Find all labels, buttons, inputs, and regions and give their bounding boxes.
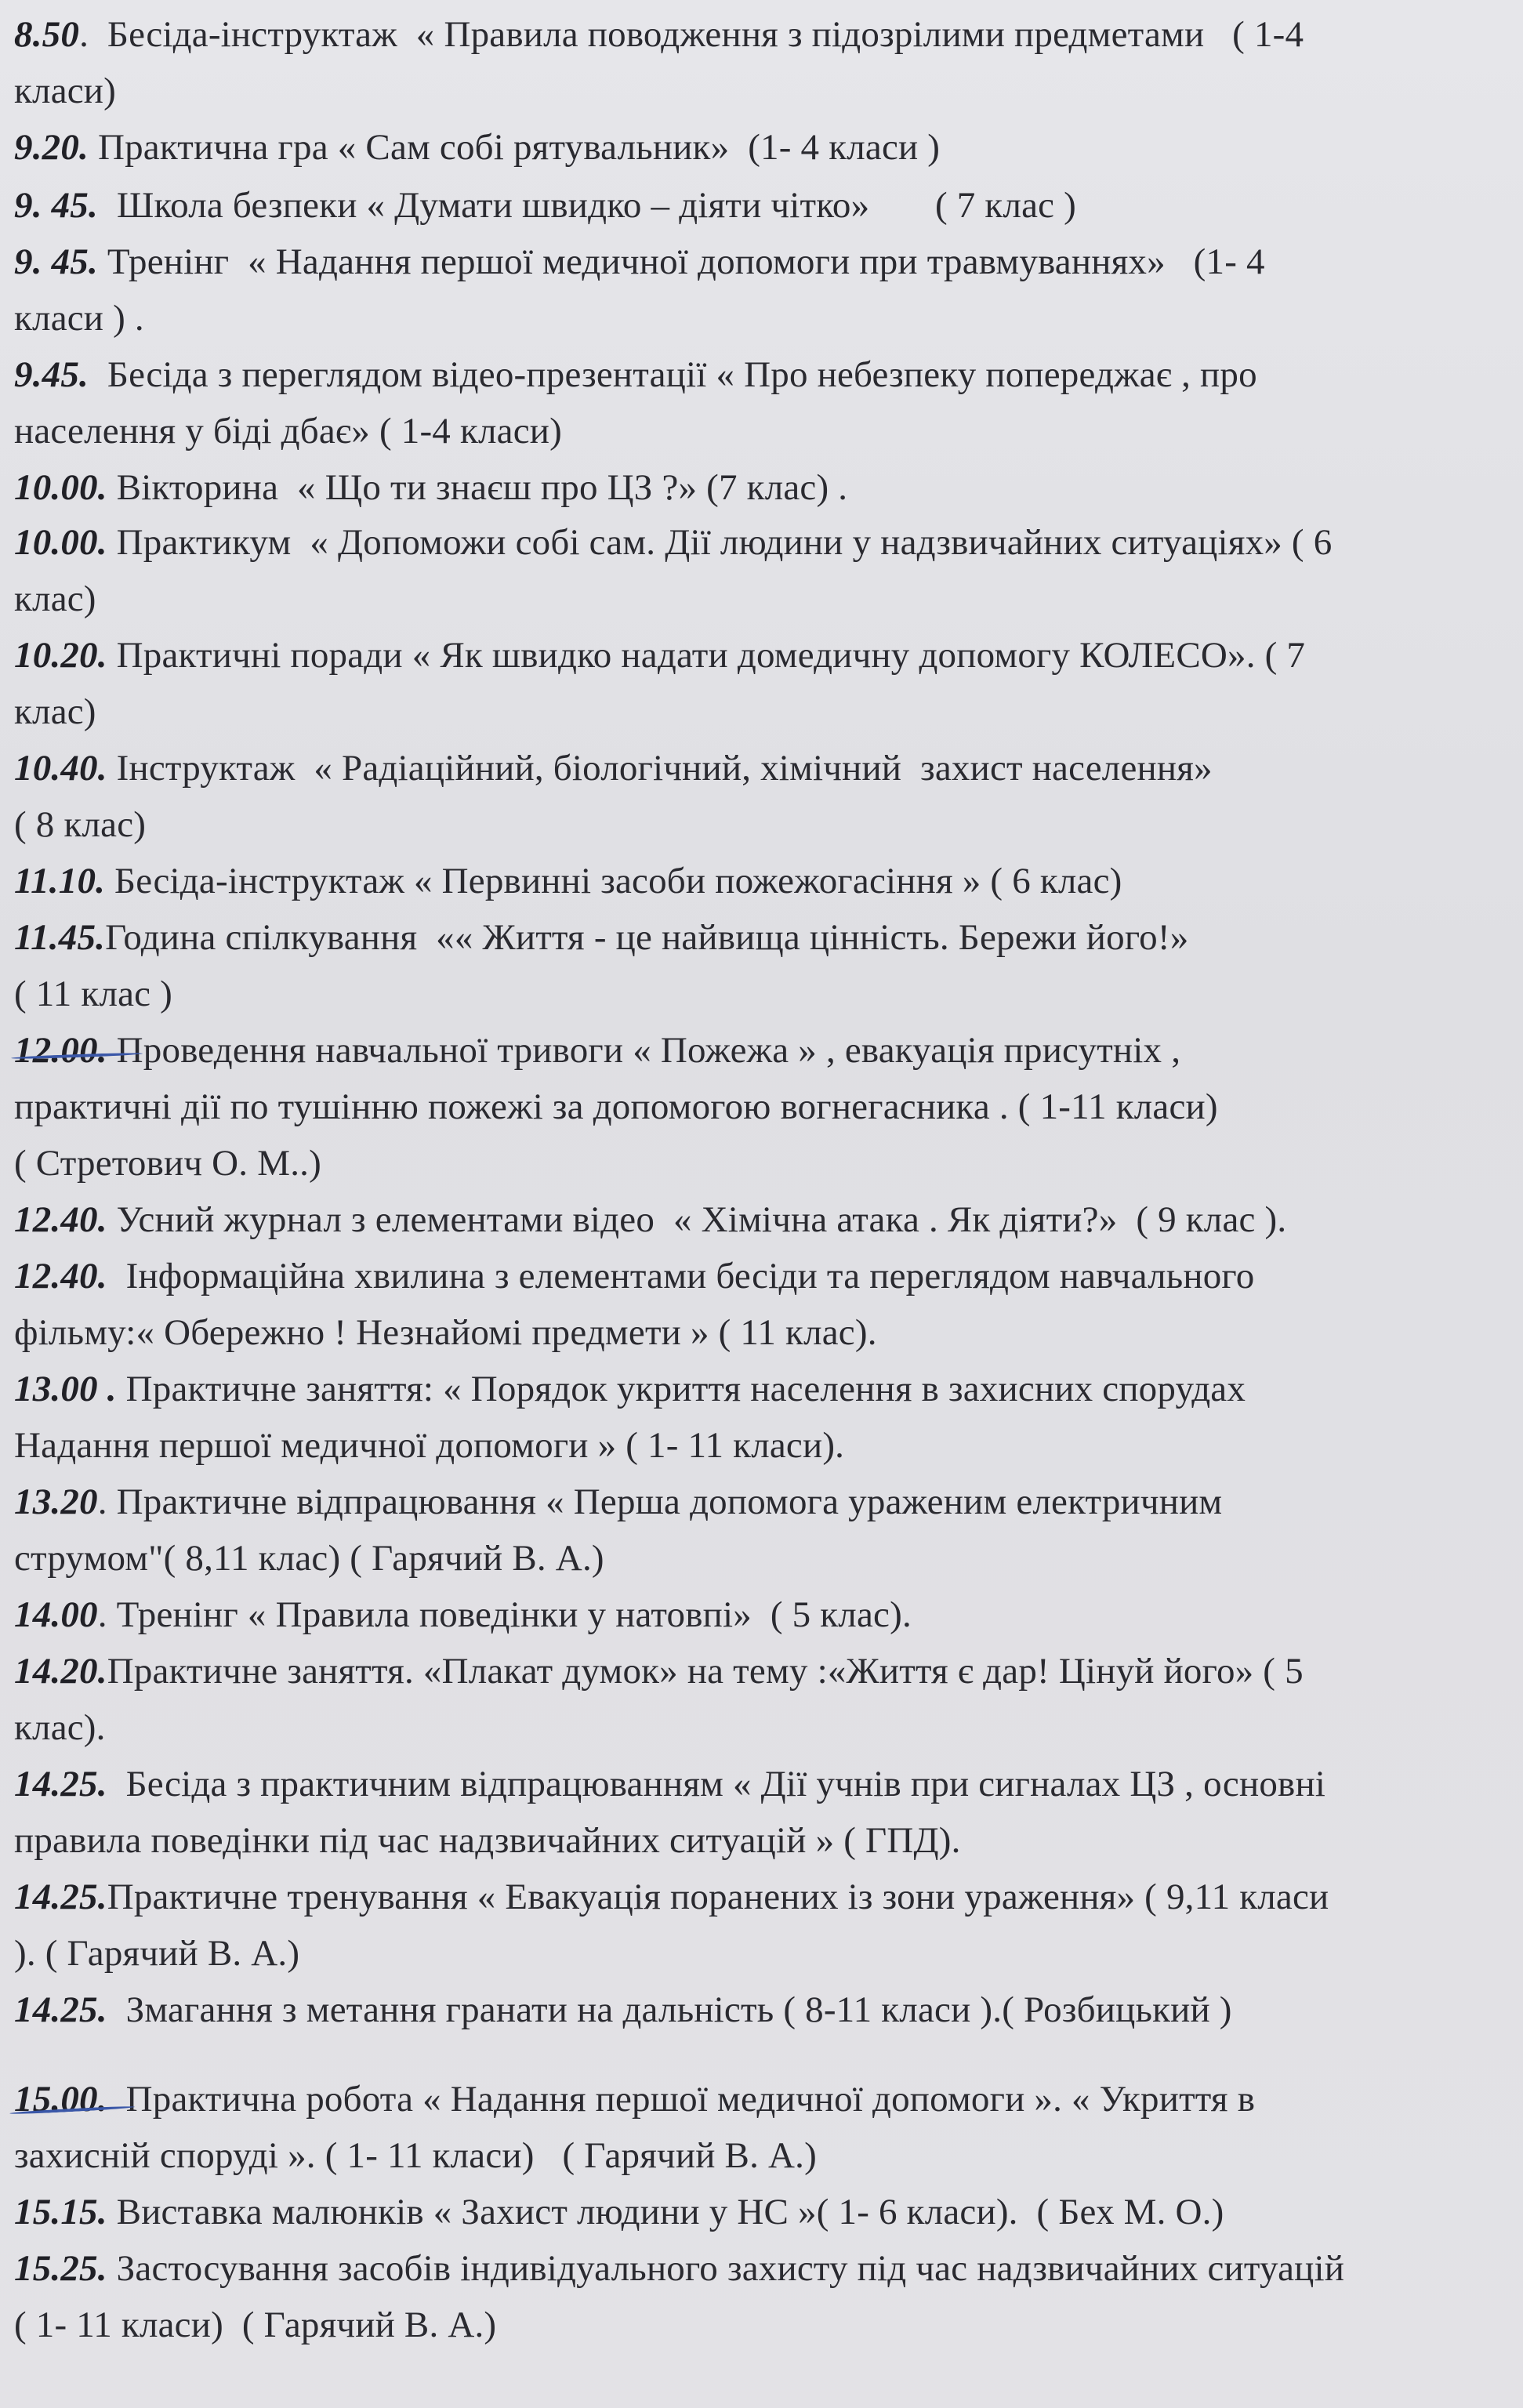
schedule-entry — [14, 627, 1523, 740]
entry-line — [14, 1191, 1523, 1248]
entry-line — [14, 1417, 1523, 1474]
entry-line — [14, 177, 1523, 234]
entry-text: ( 11 клас ) — [14, 974, 173, 1014]
entry-line — [14, 403, 1523, 459]
entry-text: правила поведінки під час надзвичайних ситуацій » ( ГПД). — [14, 1820, 961, 1861]
entry-line — [14, 1079, 1523, 1135]
entry-line — [14, 1135, 1523, 1191]
entry-text: Практикум « Допоможи собі сам. Дії людини у надзвичайних ситуаціях» ( 6 — [107, 522, 1333, 563]
entry-time: 9.45. — [14, 354, 89, 395]
entry-text: Практична робота « Надання першої медичної допомоги ». « Укриття в — [107, 2079, 1256, 2120]
schedule-entry — [14, 514, 1523, 627]
schedule-entry — [14, 177, 1523, 234]
entry-time-separator: . — [97, 1481, 107, 1522]
schedule-entry — [14, 234, 1523, 346]
entry-line — [14, 1587, 1523, 1643]
entry-text: ( Стретович О. М..) — [14, 1143, 321, 1184]
entry-text: Школа безпеки « Думати швидко – діяти чітко» ( 7 клас ) — [97, 185, 1077, 226]
entry-time: 8.50 — [14, 14, 80, 55]
entry-line — [14, 1304, 1523, 1361]
entry-line — [14, 1756, 1523, 1812]
entry-text: захисній споруді ». ( 1- 11 класи) ( Гарячий В. А.) — [14, 2135, 817, 2176]
entry-text: клас). — [14, 1707, 106, 1748]
entry-text: класи ) . — [14, 298, 144, 339]
entry-text: Практичне відпрацювання « Перша допомога ураженим електричним — [107, 1481, 1223, 1522]
entry-time: 12.00. — [14, 1030, 107, 1071]
entry-text: Інструктаж « Радіаційний, біологічний, хімічний захист населення» — [107, 748, 1213, 789]
schedule-entry — [14, 1248, 1523, 1361]
entry-text: Тренінг « Правила поведінки у натовпі» ( 5 клас). — [107, 1594, 912, 1635]
entry-time: 13.00 . — [14, 1369, 117, 1409]
schedule-entry — [14, 853, 1523, 909]
entry-text: Усний журнал з елементами відео « Хімічна атака . Як діяти?» ( 9 клас ). — [107, 1199, 1287, 1240]
schedule-entry — [14, 1643, 1523, 1756]
entry-line — [14, 684, 1523, 740]
entry-text: Практичні поради « Як швидко надати домедичну допомогу КОЛЕСО». ( 7 — [107, 635, 1306, 676]
entry-time: 12.40. — [14, 1256, 107, 1296]
entry-line — [14, 853, 1523, 909]
schedule-entry — [14, 1361, 1523, 1474]
entry-text: Практичне заняття: « Порядок укриття населення в захисних спорудах — [116, 1369, 1246, 1409]
entry-text: Бесіда-інструктаж « Первинні засоби пожежогасіння » ( 6 клас) — [105, 861, 1122, 901]
schedule-entry — [14, 119, 1523, 176]
entry-text: Інформаційна хвилина з елементами бесіди та переглядом навчального — [107, 1256, 1255, 1296]
entry-line — [14, 119, 1523, 176]
entry-line — [14, 6, 1523, 63]
entry-line — [14, 2297, 1523, 2353]
schedule-entry — [14, 459, 1523, 516]
schedule-entry — [14, 1587, 1523, 1643]
entry-line — [14, 1022, 1523, 1079]
schedule-entry — [14, 2240, 1523, 2353]
entry-text: Змагання з метання гранати на дальність ( 8-11 класи ).( Розбицький ) — [107, 1989, 1232, 2030]
entry-text: ( 8 клас) — [14, 804, 147, 845]
entry-line — [14, 2184, 1523, 2240]
schedule-entry — [14, 1982, 1523, 2038]
entry-text: клас) — [14, 578, 96, 619]
entry-text: Виставка малюнків « Захист людини у НС »( 1- 6 класи). ( Бех М. О.) — [107, 2192, 1224, 2232]
entry-line — [14, 514, 1523, 571]
entry-line — [14, 627, 1523, 684]
schedule-entry — [14, 2071, 1523, 2184]
entry-line — [14, 796, 1523, 853]
entry-line — [14, 1869, 1523, 1925]
entry-time: 9. 45. — [14, 185, 98, 226]
entry-time: 10.00. — [14, 467, 107, 508]
entry-line — [14, 966, 1523, 1022]
entry-time: 14.25. — [14, 1989, 107, 2030]
entry-time-separator: . — [97, 1594, 107, 1635]
entry-time: 15.25. — [14, 2248, 107, 2289]
entry-time: 10.20. — [14, 635, 107, 676]
entry-text: населення у біді дбає» ( 1-4 класи) — [14, 411, 562, 452]
schedule-entry — [14, 1022, 1523, 1191]
entry-line — [14, 909, 1523, 966]
entry-time: 14.25. — [14, 1877, 107, 1917]
entry-line — [14, 459, 1523, 516]
entry-text: клас) — [14, 691, 96, 732]
entry-time: 10.40. — [14, 748, 107, 789]
entry-text: практичні дії по тушінню пожежі за допомогою вогнегасника . ( 1-11 класи) — [14, 1086, 1218, 1127]
entry-time: 11.10. — [14, 861, 106, 901]
schedule-entry — [14, 1869, 1523, 1982]
entry-line — [14, 740, 1523, 796]
schedule-entry — [14, 346, 1523, 459]
entry-text: ( 1- 11 класи) ( Гарячий В. А.) — [14, 2305, 497, 2345]
entry-line — [14, 1248, 1523, 1304]
entry-line — [14, 571, 1523, 627]
entry-text: Практичне тренування « Евакуація поранених із зони ураження» ( 9,11 класи — [107, 1877, 1329, 1917]
entry-line — [14, 2071, 1523, 2127]
entry-text: Вікторина « Що ти знаєш про ЦЗ ?» (7 клас) . — [107, 467, 848, 508]
entry-text: Практична гра « Сам собі рятувальник» (1- 4 класи ) — [89, 127, 941, 168]
entry-time: 15.15. — [14, 2192, 107, 2232]
entry-time: 13.20 — [14, 1481, 98, 1522]
entry-text: Проведення навчальної тривоги « Пожежа » , евакуація присутніх , — [107, 1030, 1181, 1071]
entry-text: фільму:« Обережно ! Незнайомі предмети » ( 11 клас). — [14, 1312, 877, 1353]
schedule-entry — [14, 6, 1523, 119]
schedule-entry — [14, 909, 1523, 1022]
schedule-entry — [14, 2184, 1523, 2240]
schedule-entry — [14, 740, 1523, 853]
entry-line — [14, 1812, 1523, 1869]
entry-line — [14, 1699, 1523, 1756]
entry-time: 14.00 — [14, 1594, 98, 1635]
entry-line — [14, 1361, 1523, 1417]
entry-time: 9. 45. — [14, 241, 98, 282]
entry-line — [14, 1982, 1523, 2038]
schedule-entry — [14, 1756, 1523, 1869]
entry-time: 14.20. — [14, 1651, 107, 1692]
entry-text: Бесіда-інструктаж « Правила поводження з підозрілими предметами ( 1-4 — [89, 14, 1304, 55]
entry-line — [14, 1530, 1523, 1587]
entry-text: класи) — [14, 71, 117, 111]
entry-line — [14, 1643, 1523, 1699]
entry-line — [14, 290, 1523, 346]
entry-line — [14, 234, 1523, 290]
entry-time: 15.00. — [14, 2079, 107, 2120]
entry-text: Тренінг « Надання першої медичної допомоги при травмуваннях» (1- 4 — [97, 241, 1265, 282]
entry-text: струмом"( 8,11 клас) ( Гарячий В. А.) — [14, 1538, 604, 1579]
schedule-entry — [14, 1191, 1523, 1248]
entry-text: Бесіда з практичним відпрацюванням « Дії учнів при сигналах ЦЗ , основні — [107, 1764, 1326, 1804]
schedule-entry — [14, 1474, 1523, 1587]
entry-line — [14, 2240, 1523, 2297]
entry-text: ). ( Гарячий В. А.) — [14, 1933, 300, 1974]
entry-line — [14, 346, 1523, 403]
entry-time-separator: . — [79, 14, 89, 55]
entry-line — [14, 1925, 1523, 1982]
entry-time: 14.25. — [14, 1764, 107, 1804]
entry-time: 12.40. — [14, 1199, 107, 1240]
entry-line — [14, 63, 1523, 119]
entry-time: 11.45. — [14, 917, 106, 958]
entry-text: Бесіда з переглядом відео-презентації « Про небезпеку попереджає , про — [89, 354, 1257, 395]
entry-time: 10.00. — [14, 522, 107, 563]
entry-text: Година спілкування «« Життя - це найвища цінність. Бережи його!» — [105, 917, 1189, 958]
entry-text: Практичне заняття. «Плакат думок» на тему :«Життя є дар! Цінуй його» ( 5 — [107, 1651, 1304, 1692]
entry-line — [14, 1474, 1523, 1530]
entry-text: Надання першої медичної допомоги » ( 1- 11 класи). — [14, 1425, 845, 1466]
entry-text: Застосування засобів індивідуального захисту під час надзвичайних ситуацій — [107, 2248, 1345, 2289]
entry-time: 9.20. — [14, 127, 89, 168]
entry-line — [14, 2127, 1523, 2184]
